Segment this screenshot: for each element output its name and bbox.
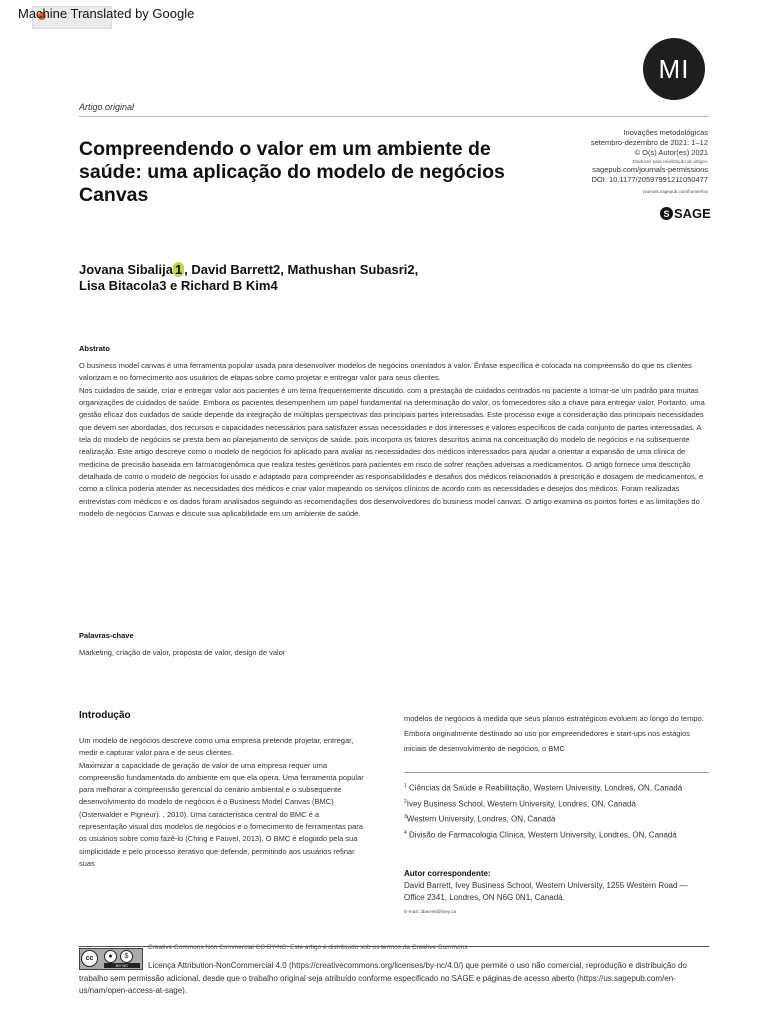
license-text: Licença Attribution-NonCommercial 4.0 (https://creativecommons.org/licenses/by-nc/4.0/) que permite o uso não comercial, reprodução e distribuição do trabalho sem permissão adicional, desde que o trabalho original seja atribuído conforme especificado no SAGE e páginas de acesso aberto (https://us.sagepub.com/en-us/nam/open-access-at-sage). — [79, 961, 687, 995]
permissions-link[interactable]: sagepub.com/journals-permissions — [592, 165, 708, 174]
journal-logo: MI — [643, 38, 705, 100]
abstract-paragraph-1: O business model canvas é uma ferramenta popular usada para desenvolver modelos de negócios orientados a valor. Ênfase específica é colocada na compreensão do que os clientes valorizam e no fornecimento aos usuários de etapas sobre como projetar e entregar valor para seus clientes. — [79, 361, 692, 383]
publisher-logo — [660, 206, 711, 221]
affiliation-number: 2 — [404, 798, 407, 805]
journal-info — [518, 128, 708, 195]
introduction-heading: Introdução — [79, 710, 131, 721]
journal-homepage-link[interactable]: journals.sagepub.com/home/mio — [642, 189, 708, 194]
copyright: © O(s) Autor(es) 2021 — [634, 148, 708, 157]
noncommercial-icon: $ — [120, 950, 133, 963]
affiliation-number: 1 — [404, 783, 407, 789]
affiliation-item — [404, 797, 704, 810]
affiliation-text: Ivey Business School, Western University, Londres, ON, Canadá — [406, 799, 636, 809]
authors-line2: Lisa Bitacola3 e Richard B Kim4 — [79, 278, 278, 293]
introduction-right-column — [404, 711, 714, 756]
author-first: Jovana Sibalija — [79, 262, 173, 277]
article-type: Artigo original — [79, 102, 135, 112]
intro-right-paragraph: modelos de negócios à medida que seus planos estratégicos evoluem ao longo do tempo. Embora originalmente destinado ao uso por empreendedores e start-ups nos estágios iniciais de desenvolvimento de negócios, o BMC — [404, 714, 704, 753]
affiliations-list — [404, 781, 704, 844]
article-title: Compreendendo o valor em um ambiente de saúde: uma aplicação do modelo de negócios Canvas — [79, 138, 505, 206]
license-heading: Creative Commons Non Commercial CC BY-NC: Este artigo é distribuído sob os termos da Creative Commons — [148, 944, 468, 951]
affiliation-item — [404, 781, 704, 794]
abstract-body — [79, 360, 709, 520]
correspondence-address: David Barrett, Ivey Business School, Western University, 1255 Western Road — Office 2341, Londres, ON N6G 0N1, Canadá. — [404, 881, 688, 902]
journal-issue: setembro-dezembro de 2021: 1–12 — [590, 138, 708, 147]
authors-rest-line1: , David Barrett2, Mathushan Subasri2, — [184, 262, 419, 277]
attribution-icon: ● — [104, 950, 117, 963]
publisher-name: SAGE — [674, 206, 711, 221]
keywords-text: Marketing, criação de valor, proposta de valor, design de valor — [79, 648, 286, 657]
creative-commons-icon: cc — [81, 950, 98, 967]
keywords-heading: Palavras-chave — [79, 631, 134, 640]
header-divider — [79, 116, 709, 117]
correspondence-email[interactable]: E-mail: dbarrett@ivey.ca — [404, 910, 457, 915]
cc-badge-label: BY NC — [104, 963, 140, 968]
reuse-guidelines: Diretrizes para reutilização de artigos: — [632, 159, 708, 164]
journal-name: Inovações metodológicas — [623, 128, 708, 137]
intro-paragraph-2: Maximizar a capacidade de geração de valor de uma empresa requer uma compreensão fundamentada do ambiente em que ela opera. Uma ferramenta popular para melhorar a compreensão gerencial do cenário ambiental e o subsequente desenvolvimento do modelo de negócios é o Business Model Canvas (BMC) (Osterwalder e Pigneur). , 2010). Uma característica central do BMC é a representação visual dos modelos de negócios e o fornecimento de ferramentas para os usuários sobre como fazê-lo (Ching e Fauvel, 2013). O BMC é elogiado pela sua simplicidade e pelo processo iterativo que defende, permitindo aos usuários refinar suas — [79, 760, 364, 868]
affiliation-item — [404, 812, 704, 825]
introduction-left-column — [79, 735, 369, 870]
author-list — [79, 262, 509, 294]
abstract-paragraph-2: Nos cuidados de saúde, criar e entregar valor aos pacientes é um tema frequentemente discutido, com a prestação de cuidados centrados no paciente a tornar-se um padrão para muitas organizações de cuidados de saúde. Embora os pacientes desempenhem um papel fundamental na determinação do valor, os fornecedores são a chave para entregar valor. Portanto, uma gestão eficaz dos cuidados de saúde depende da integração de múltiplas perspectivas das principais partes interessadas. Este processo exige a consideração das principais necessidades que devem ser abordadas, dos recursos e capacidades necessários para satisfazer essas necessidades e dos interesses e valores específicos de cada conjunto de partes interessadas. A tela do modelo de negócios se presta bem ao planejamento de serviços de saúde, pois incorpora os fatores descritos acima na conceituação do modelo de negócios e na subsequente realização. Este artigo descreve como o modelo de negócios foi aplicado para avaliar as necessidades dos médicos interessados para ajudar a orientar a expansão de uma clínica de medicina de precisão baseada em farmacogenômica que realiza testes genéticos para pacientes em risco de sofrer reações adversas a medicamentos. O artigo fornece uma descrição detalhada de como o modelo de negócios foi usado e adaptado para compreender as responsabilidades e desafios dos médicos relacionados à prescrição e dosagem de medicamentos, e como a clínica poderia atender às necessidades dos médicos e criar valor mapeando os serviços clínicos de acordo com as necessidades e desejos dos médicos. Foram realizadas entrevistas com médicos e os dados foram analisados seguindo as recomendações dos desenvolvedores do business model canvas. O artigo examina os pontos fortes e as limitações do modelo de negócios Canvas e discute sua aplicabilidade em um ambiente de saúde. — [79, 385, 705, 519]
affiliation-marker[interactable]: 1 — [174, 262, 183, 277]
intro-paragraph-1: Um modelo de negócios descreve como uma empresa pretende projetar, entregar, medir e capturar valor para e de seus clientes. — [79, 736, 354, 758]
doi-link[interactable]: DOI: 10.1177/20597991211050477 — [591, 175, 708, 184]
affiliations-divider — [404, 772, 709, 773]
affiliation-text: Divisão de Farmacologia Clínica, Western University, Londres, ON, Canadá — [409, 830, 677, 840]
abstract-heading: Abstrato — [79, 344, 110, 353]
correspondence-heading: Autor correspondente: — [404, 869, 491, 878]
affiliation-number: 4 — [404, 829, 407, 836]
affiliation-text: Ciências da Saúde e Reabilitação, Western University, Londres, ON, Canadá — [409, 783, 683, 793]
translation-banner: Machine Translated by Google — [18, 6, 195, 21]
affiliation-number: 3 — [404, 814, 407, 821]
sage-icon: S — [660, 207, 673, 220]
affiliation-item — [404, 828, 704, 841]
affiliation-text: Western University, Londres, ON, Canadá — [406, 814, 556, 824]
